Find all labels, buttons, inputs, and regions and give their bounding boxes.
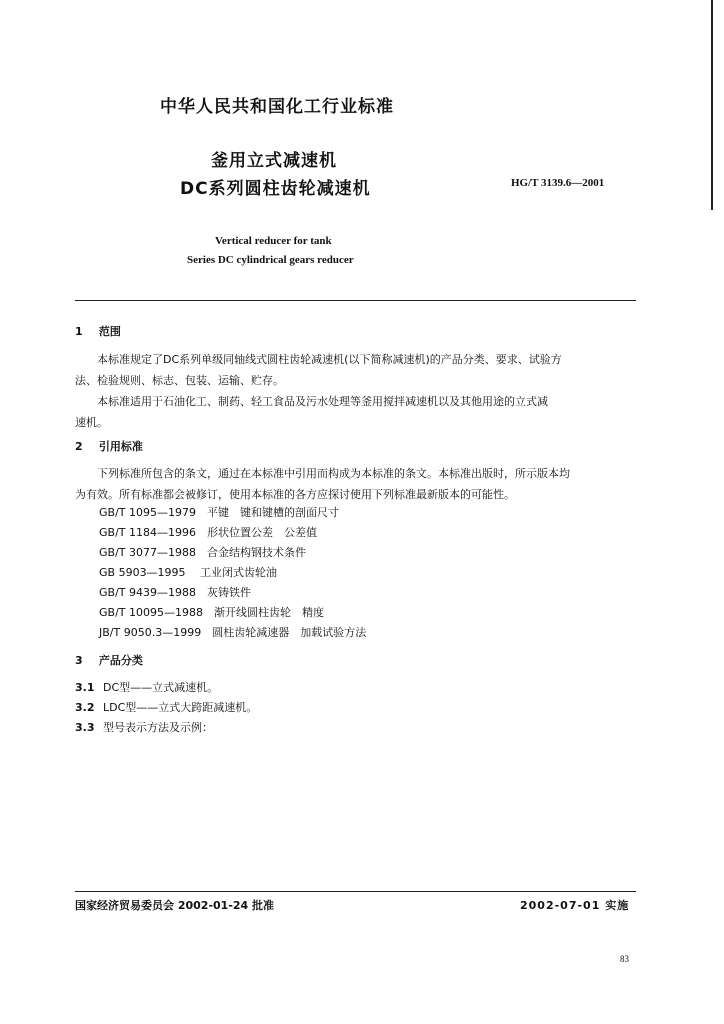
reference-item [99, 504, 339, 520]
reference-code: GB/T 3077—1988 [99, 546, 196, 559]
reference-title: 工业闭式齿轮油 [200, 566, 277, 579]
reference-item [99, 564, 277, 580]
scope-paragraph-1-line-1: 本标准规定了DC系列单级同轴线式圆柱齿轮减速机(以下简称减速机)的产品分类、要求、试验方 [97, 353, 562, 366]
page-number: 83 [620, 954, 629, 964]
item-number: 3.2 [75, 701, 95, 714]
implementation-date: 2002-07-01 实施 [520, 899, 630, 912]
approval-line: 国家经济贸易委员会 2002-01-24 批准 [75, 899, 275, 912]
section-3-heading [75, 652, 143, 668]
reference-title: 灰铸铁件 [206, 586, 251, 599]
reference-title: 平键 键和键槽的剖面尺寸 [206, 506, 339, 519]
title-line-2: DC系列圆柱齿轮减速机 [180, 179, 371, 199]
reference-code: GB/T 1184—1996 [99, 526, 196, 539]
reference-item [99, 624, 366, 640]
english-title-line-2: Series DC cylindrical gears reducer [187, 254, 354, 266]
references-intro-line-1: 下列标准所包含的条文，通过在本标准中引用而构成为本标准的条文。本标准出版时，所示版本均 [97, 467, 570, 480]
section-number: 2 [75, 440, 83, 453]
item-number: 3.3 [75, 721, 95, 734]
reference-title: 形状位置公差 公差值 [206, 526, 317, 539]
reference-item [99, 584, 251, 600]
scope-paragraph-2-line-1: 本标准适用于石油化工、制药、轻工食品及污水处理等釜用搅拌减速机以及其他用途的立式减 [97, 395, 548, 408]
scan-edge-line [711, 0, 713, 210]
reference-title: 渐开线圆柱齿轮 精度 [213, 606, 324, 619]
section-title: 引用标准 [98, 440, 143, 453]
item-text: 型号表示方法及示例： [103, 721, 213, 734]
issuing-organization: 中华人民共和国化工行业标准 [160, 97, 394, 117]
reference-code: GB/T 1095—1979 [99, 506, 196, 519]
reference-item [99, 544, 306, 560]
item-text: LDC型——立式大跨距减速机。 [103, 701, 258, 714]
reference-item [99, 524, 317, 540]
title-line-1: 釜用立式减速机 [211, 151, 337, 171]
english-title-line-1: Vertical reducer for tank [215, 235, 332, 247]
footer-divider [75, 891, 636, 892]
section-1-heading [75, 323, 121, 339]
scope-paragraph-2-line-2: 速机。 [75, 416, 108, 429]
header-divider [75, 300, 636, 301]
reference-title: 圆柱齿轮减速器 加载试验方法 [212, 626, 367, 639]
section-number: 3 [75, 654, 83, 667]
scope-paragraph-1-line-2: 法、检验规则、标志、包装、运输、贮存。 [75, 374, 284, 387]
standard-code: HG/T 3139.6—2001 [511, 177, 605, 189]
reference-item [99, 604, 324, 620]
reference-code: GB 5903—1995 [99, 566, 186, 579]
classification-item [75, 719, 213, 735]
item-text: DC型——立式减速机。 [103, 681, 219, 694]
classification-item [75, 699, 257, 715]
reference-code: JB/T 9050.3—1999 [99, 626, 202, 639]
section-2-heading [75, 438, 143, 454]
reference-code: GB/T 9439—1988 [99, 586, 196, 599]
item-number: 3.1 [75, 681, 95, 694]
reference-code: GB/T 10095—1988 [99, 606, 203, 619]
section-number: 1 [75, 325, 83, 338]
reference-title: 合金结构钢技术条件 [206, 546, 306, 559]
references-intro-line-2: 为有效。所有标准都会被修订，使用本标准的各方应探讨使用下列标准最新版本的可能性。 [75, 488, 515, 501]
section-title: 范围 [98, 325, 121, 338]
section-title: 产品分类 [98, 654, 143, 667]
classification-item [75, 679, 218, 695]
